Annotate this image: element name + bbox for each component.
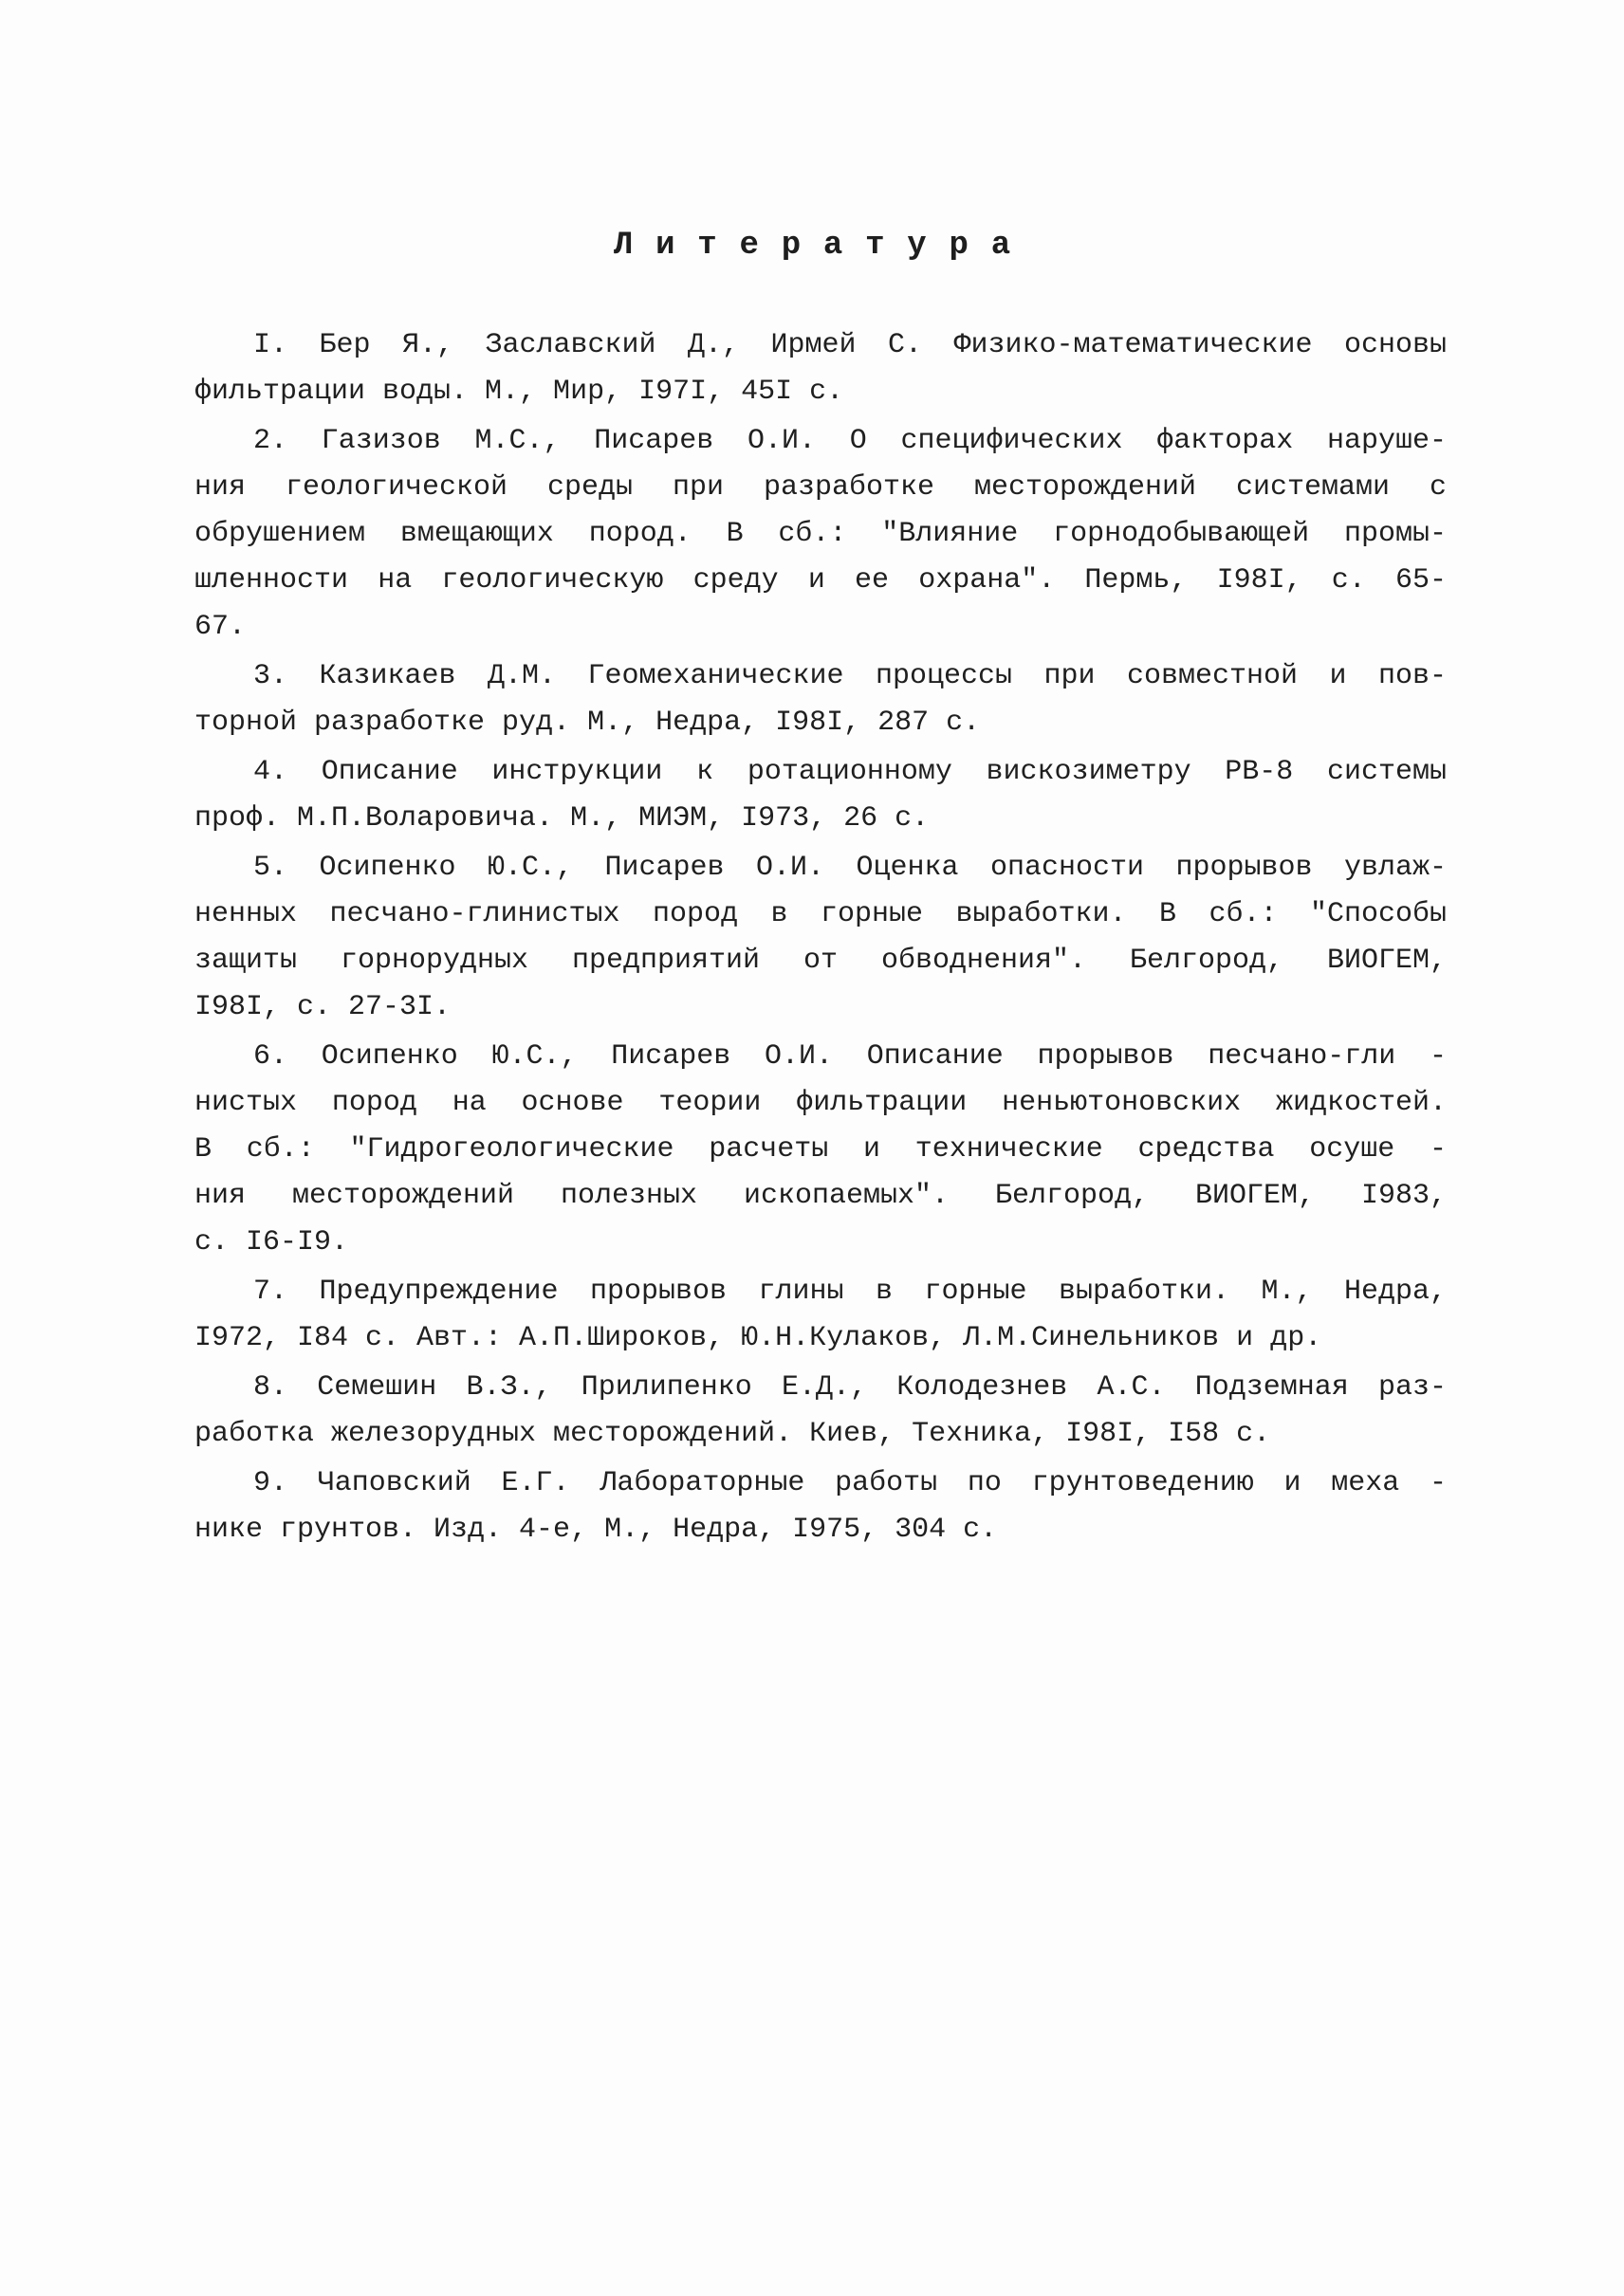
reference-line: 9. Чаповский Е.Г. Лабораторные работы по грунтоведению и меха - (253, 1467, 1447, 1499)
reference-line: I972, I84 с. Авт.: А.П.Широков, Ю.Н.Кулаков, Л.М.Синельников и др. (194, 1322, 1322, 1354)
reference-line: защиты горнорудных предприятий от обводнения". Белгород, ВИОГЕМ, (194, 945, 1447, 977)
reference-line: 7. Предупреждение прорывов глины в горные выработки. М., Недра, (253, 1276, 1447, 1308)
reference-line: 6. Осипенко Ю.С., Писарев О.И. Описание прорывов песчано-гли - (253, 1040, 1447, 1073)
reference-line: 2. Газизов М.С., Писарев О.И. О специфических факторах наруше- (253, 425, 1447, 457)
reference-item-9 (194, 1460, 1447, 1553)
reference-line: с. I6-I9. (194, 1226, 349, 1258)
reference-line: В сб.: "Гидрогеологические расчеты и технические средства осуше - (194, 1133, 1447, 1166)
reference-item-4 (194, 749, 1447, 842)
reference-line: ния геологической среды при разработке месторождений системами с (194, 471, 1447, 504)
reference-line: работка железорудных месторождений. Киев, Техника, I98I, I58 с. (194, 1418, 1271, 1450)
reference-line: шленности на геологическую среду и ее охрана". Пермь, I98I, с. 65- (194, 564, 1447, 597)
reference-line: 5. Осипенко Ю.С., Писарев О.И. Оценка опасности прорывов увлаж- (253, 852, 1447, 884)
reference-list (194, 322, 1447, 1556)
reference-item-1 (194, 322, 1447, 415)
reference-line: торной разработке руд. М., Недра, I98I, 287 с. (194, 707, 981, 739)
reference-line: фильтрации воды. М., Мир, I97I, 45I с. (194, 376, 844, 408)
reference-line: проф. М.П.Воларовича. М., МИЭМ, I973, 26 с. (194, 802, 930, 835)
reference-item-2 (194, 418, 1447, 651)
reference-item-3 (194, 653, 1447, 746)
reference-line: I98I, с. 27-3I. (194, 991, 452, 1023)
reference-line: 4. Описание инструкции к ротационному вискозиметру РВ-8 системы (253, 756, 1447, 788)
reference-line: обрушением вмещающих пород. В сб.: "Влияние горнодобывающей промы- (194, 518, 1447, 550)
reference-line: ненных песчано-глинистых пород в горные выработки. В сб.: "Способы (194, 898, 1447, 930)
reference-line: 8. Семешин В.З., Прилипенко Е.Д., Колодезнев А.С. Подземная раз- (253, 1371, 1447, 1404)
reference-item-6 (194, 1034, 1447, 1266)
reference-item-5 (194, 845, 1447, 1031)
reference-line: нике грунтов. Изд. 4-е, М., Недра, I975, 304 с. (194, 1514, 998, 1546)
reference-line: нистых пород на основе теории фильтрации неньютоновских жидкостей. (194, 1087, 1447, 1119)
reference-line: ния месторождений полезных ископаемых". Белгород, ВИОГЕМ, I983, (194, 1180, 1447, 1212)
reference-item-8 (194, 1365, 1447, 1458)
reference-line: 67. (194, 611, 247, 643)
reference-item-7 (194, 1269, 1447, 1362)
reference-line: 3. Казикаев Д.М. Геомеханические процессы при совместной и пов- (253, 660, 1447, 692)
reference-line: I. Бер Я., Заславский Д., Ирмей С. Физико-математические основы (253, 329, 1447, 361)
page-title: Литература (613, 228, 1033, 264)
